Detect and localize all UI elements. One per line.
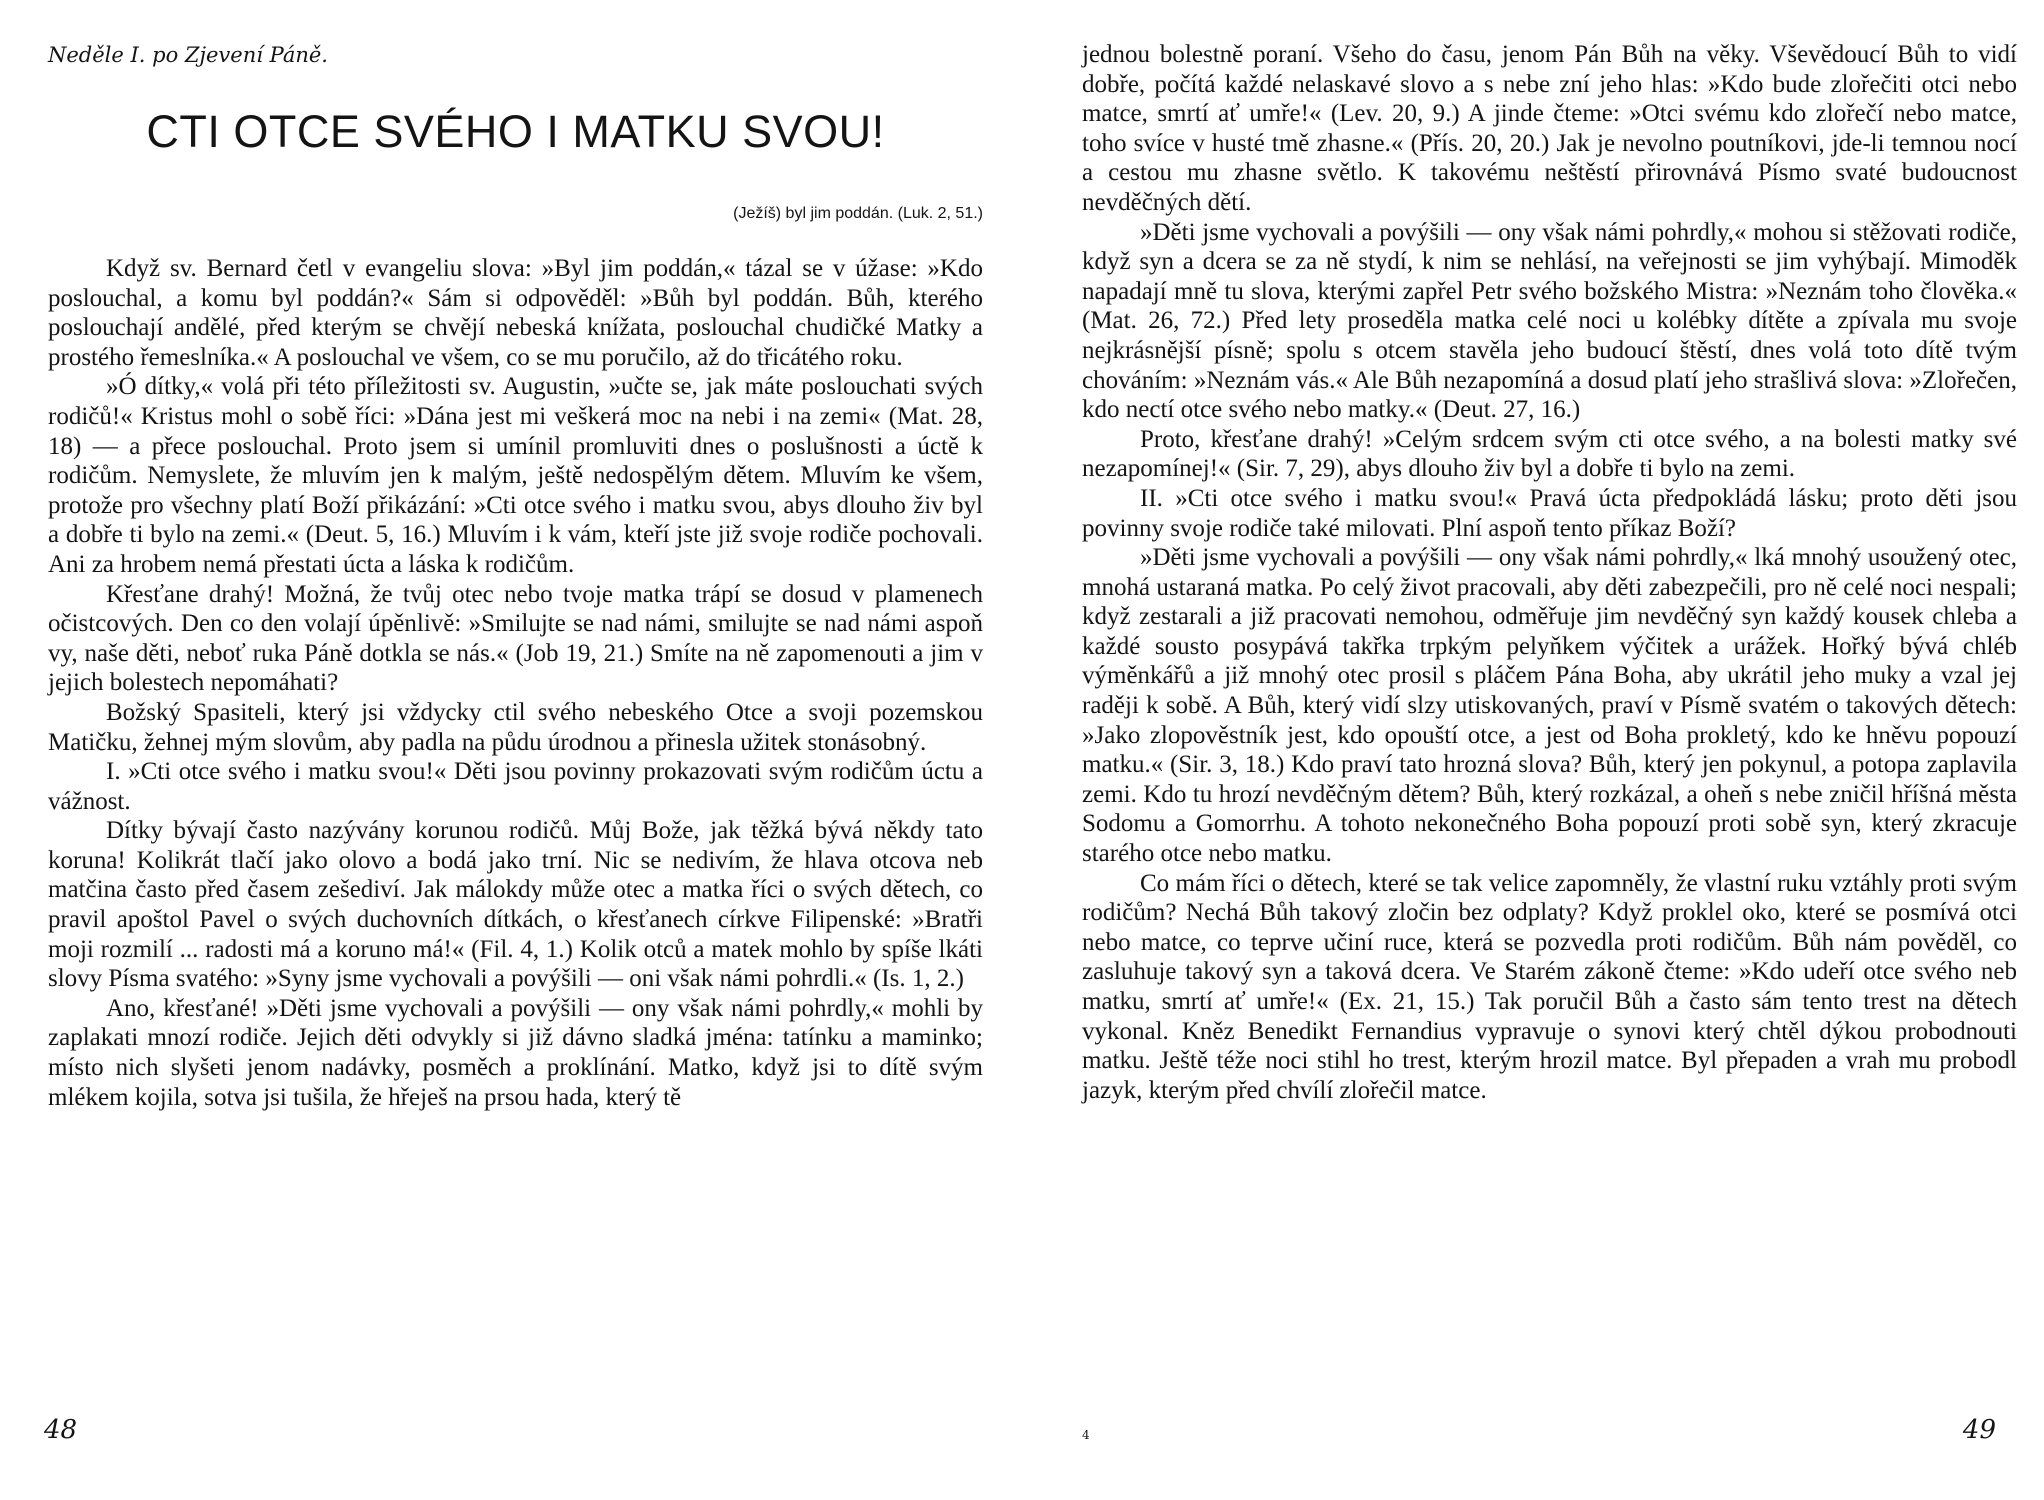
paragraph: Co mám říci o dětech, které se tak velice zapomněly, že vlastní ruku vztáhly proti svým rodičům? Nechá Bůh takový zločin bez odplaty? Když proklel oko, které se posmívá otci nebo matce, co teprve učiní ruce, která se pozvedla proti rodičům. Bůh nám pověděl, co zasluhuje takový syn a taková dcera. Ve Starém zákoně čteme: »Kdo udeří otce svého neb matku, smrtí ať umře!« (Ex. 21, 15.) Tak poručil Bůh a často sám tento trest na dětech vykonal. Kněz Benedikt Fernandius vypravuje o synovi který chtěl dýkou probodnouti matku. Ještě téže noci stihl ho trest, kterým hrozil matce. Byl přepaden a vrah mu probodl jazyk, kterým před chvílí zlořečil matce.: [1082, 869, 2017, 1104]
sermon-title: CTI OTCE SVÉHO I MATKU SVOU!: [146, 106, 885, 157]
paragraph: Proto, křesťane drahý! »Celým srdcem svým cti otce svého, a na bolesti matky své nezapomínej!« (Sir. 7, 29), abys dlouho živ byl a dobře ti bylo na zemi.: [1082, 425, 2017, 483]
paragraph: Když sv. Bernard četl v evangeliu slova: »Byl jim poddán,« tázal se v úžase: »Kdo poslouchal, a komu byl poddán?« Sám si odpověděl: »Bůh byl poddán. Bůh, kterého poslouchají andělé, před kterým se chvějí nebeská knížata, poslouchal chudičké Matky a prostého řemeslníka.« A poslouchal ve všem, co se mu poručilo, až do třicátého roku.: [48, 255, 983, 371]
paragraph: jednou bolestně poraní. Všeho do času, jenom Pán Bůh na věky. Vševědoucí Bůh to vidí dobře, počítá každé nelaskavé slovo a s nebe zní jeho hlas: »Kdo bude zlořečiti otci nebo matce, smrtí ať umře!« (Lev. 20, 9.) A jinde čteme: »Otci svému kdo zlořečí nebo matce, toho svíce v husté tmě zhasne.« (Přís. 20, 20.) Jak je nevolno poutníkovi, jde-li temnou nocí a cestou mu zhasne světlo. K takovému neštěstí přirovnává Písmo svaté budoucnost nevděčných dětí.: [1082, 41, 2017, 216]
paragraph: Ano, křesťané! »Děti jsme vychovali a povýšili — ony však námi pohrdly,« mohli by zaplakati mnozí rodiče. Jejich děti odvykly si již dávno sladká jména: tatínku a maminko; místo nich slyšeti jenom nadávky, posměch a proklínání. Matko, když jsi to dítě svým mlékem kojila, sotva jsi tušila, že hřeješ na prsou hada, který tě: [48, 994, 983, 1111]
paragraph: I. »Cti otce svého i matku svou!« Děti jsou povinny prokazovati svým rodičům úctu a vážnost.: [48, 758, 983, 815]
paragraph: II. »Cti otce svého i matku svou!« Pravá úcta předpokládá lásku; proto děti jsou povinny svoje rodiče také milovati. Plní aspoň tento příkaz Boží?: [1082, 484, 2017, 542]
paragraph: Dítky bývají často nazývány korunou rodičů. Můj Bože, jak těžká bývá někdy tato koruna! Kolikrát tlačí jako olovo a bodá jako trní. Nic se nedivím, že hlava otcova neb matčina často před časem zešediví. Jak málokdy může otec a matka říci o svých dětech, co pravil apoštol Pavel o svých duchovních dítkách, o křesťanech církve Filipenské: »Bratři moji rozmilí ... radosti má a koruno má!« (Fil. 4, 1.) Kolik otců a matek mohlo by spíše lkáti slovy Písma svatého: »Syny jsme vychovali a povýšili — oni však námi pohrdli.« (Is. 1, 2.): [48, 817, 983, 993]
page-number-right: 49: [1962, 1415, 1996, 1445]
paragraph: »Ó dítky,« volá při této příležitosti sv. Augustin, »učte se, jak máte poslouchati svých rodičů!« Kristus mohl o sobě říci: »Dána jest mi veškerá moc na nebi i na zemi« (Mat. 28, 18) — a přece poslouchal. Proto jsem si umínil promluviti dnes o poslušnosti a úctě k rodičům. Nemyslete, že mluvím jen k malým, ještě nedospělým dětem. Mluvím ke všem, protože pro všechny platí Boží přikázání: »Cti otce svého i matku svou, abys dlouho živ byl a dobře ti bylo na zemi.« (Deut. 5, 16.) Mluvím i k vám, kteří jste již svoje rodiče pochovali. Ani za hrobem nemá přestati úcta a láska k rodičům.: [48, 373, 983, 578]
left-text-column: [48, 40, 983, 1112]
signature-mark: 4: [1082, 1428, 1090, 1442]
paragraph: Křesťane drahý! Možná, že tvůj otec nebo tvoje matka trápí se dosud v plamenech očistcových. Den co den volají úpěnlivě: »Smilujte se nad námi, smilujte se nad námi aspoň vy, naše děti, neboť ruka Páně dotkla se nás.« (Job 19, 21.) Smíte na ně zapomenouti a jim v jejich bolestech nepomáhati?: [48, 580, 983, 697]
right-text-column: [1082, 40, 2017, 1105]
right-page: [1022, 0, 2044, 1500]
paragraph: Božský Spasiteli, který jsi vždycky ctil svého nebeského Otce a svoji pozemskou Matičku, žehnej mým slovům, aby padla na půdu úrodnou a přinesla užitek stonásobný.: [48, 698, 983, 756]
running-head: Neděle I. po Zjevení Páně.: [48, 43, 328, 67]
paragraph: »Děti jsme vychovali a povýšili — ony však námi pohrdly,« lká mnohý usoužený otec, mnohá ustaraná matka. Po celý život pracovali, aby děti zabezpečili, pro ně celé noci nespali; když zestarali a již pracovati nemohou, odměřuje jim nevděčný syn každý kousek chleba a každé sousto posypává takřka trpkým pelyňkem výčitek a urážek. Hořký bývá chléb výměnkářů a již mnohý otec prosil s pláčem Pána Boha, aby ukrátil jeho muky a vzal jej raději k sobě. A Bůh, který vidí slzy utiskovaných, praví v Písmě svatém o takových dětech: »Jako zlopověstník jest, kdo opouští otce, a jest od Boha prokletý, kdo ke hněvu popouzí matku.« (Sir. 3, 18.) Kdo praví tato hrozná slova? Bůh, který jen pokynul, a potopa zaplavila zemi. Kdo tu hrozí nevděčným dětem? Bůh, který rozkázal, a oheň s nebe zničil hříšná města Sodomu a Gomorrhu. A tohoto nekonečného Boha popouzí proti sobě syn, který zkracuje starého otce nebo matku.: [1082, 544, 2017, 868]
page-number-left: 48: [44, 1415, 78, 1445]
paragraph: »Děti jsme vychovali a povýšili — ony však námi pohrdly,« mohou si stěžovati rodiče, když syn a dcera se za ně stydí, k nim se nehlásí, na veřejnosti se jim vyhýbají. Mimoděk napadají mně tu slova, kterými zapřel Petr svého božského Mistra: »Neznám toho člověka.« (Mat. 26, 72.) Před lety proseděla matka celé noci u kolébky dítěte a zpívala mu svoje nejkrásnější písně; spolu s otcem stavěla jeho budoucí štěstí, dnes volá toto dítě tvým chováním: »Neznám vás.« Ale Bůh nezapomíná a dosud platí jeho strašlivá slova: »Zlořečen, kdo nectí otce svého nebo matky.« (Deut. 27, 16.): [1082, 218, 2017, 424]
epigraph: (Ježíš) byl jim poddán. (Luk. 2, 51.): [733, 205, 983, 222]
